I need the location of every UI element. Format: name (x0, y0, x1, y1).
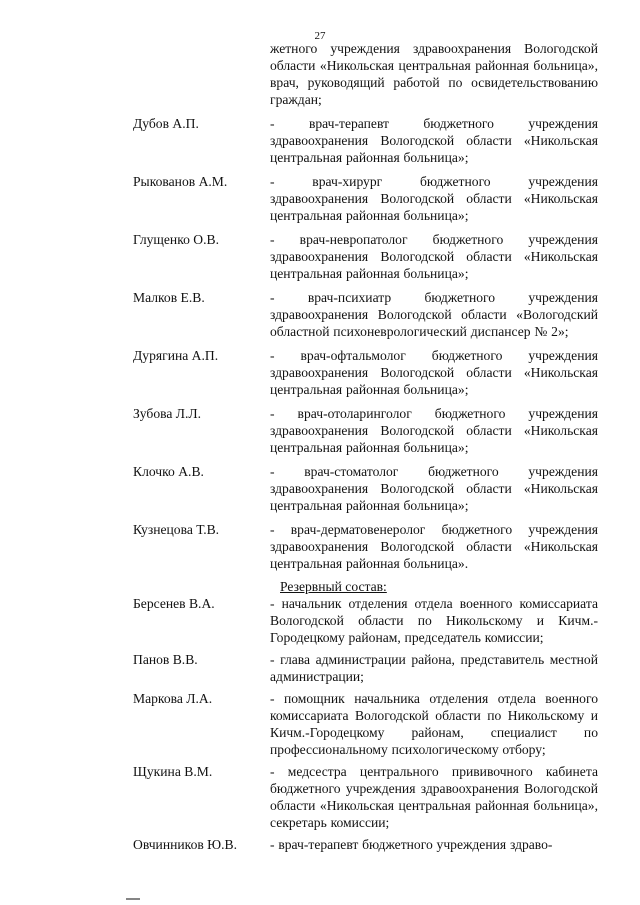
entry-description: жетного учреждения здравоохранения Вологодской области «Никольская центральная районная больница», врач, руководящий работой по освидетельствованию граждан; (270, 41, 598, 107)
entry-description: - врач-офтальмолог бюджетного учреждения здравоохранения Вологодской области «Никольская центральная районная больница»; (270, 348, 598, 397)
list-entry (0, 405, 640, 456)
list-entry (0, 173, 640, 224)
reserve-heading: Резервный состав: (280, 579, 387, 594)
entry-description: - врач-хирург бюджетного учреждения здравоохранения Вологодской области «Никольская центральная районная больница»; (270, 174, 598, 223)
page-number: 27 (314, 30, 326, 42)
entry-description: - помощник начальника отделения отдела военного комиссариата Вологодской области по Никольскому и Кичм.-Городецкому районам, специалист по профессиональному психологическому отбору; (270, 691, 598, 757)
member-name: Овчинников Ю.В. (133, 837, 238, 852)
list-entry (0, 231, 640, 282)
commission-list (0, 40, 640, 853)
footer-scan-mark (126, 898, 140, 900)
member-name: Дурягина А.П. (133, 348, 219, 363)
list-entry (0, 763, 640, 831)
entry-description: - врач-стоматолог бюджетного учреждения здравоохранения Вологодской области «Никольская центральная районная больница»; (270, 464, 598, 513)
member-name: Кузнецова Т.В. (133, 522, 220, 537)
entry-description: - врач-психиатр бюджетного учреждения здравоохранения Вологодской области «Вологодский областной психоневрологический диспансер № 2»; (270, 290, 598, 339)
list-entry (0, 521, 640, 572)
entry-description: - врач-терапевт бюджетного учреждения здравоохранения Вологодской области «Никольская центральная районная больница»; (270, 116, 598, 165)
list-entry (0, 289, 640, 340)
entry-description: - начальник отделения отдела военного комиссариата Вологодской области по Никольскому и Кичм.-Городецкому районам, председатель комиссии; (270, 596, 598, 645)
member-name: Дубов А.П. (133, 116, 199, 131)
list-entry (0, 651, 640, 685)
member-name: Малков Е.В. (133, 290, 205, 305)
list-entry (0, 40, 640, 108)
entry-description: - глава администрации района, представитель местной администрации; (270, 652, 598, 684)
member-name: Щукина В.М. (133, 764, 213, 779)
entry-description: - врач-дерматовенеролог бюджетного учреждения здравоохранения Вологодской области «Никольская центральная районная больница». (270, 522, 598, 571)
list-entry (0, 347, 640, 398)
entry-description: - врач-отоларинголог бюджетного учреждения здравоохранения Вологодской области «Никольская центральная районная больница»; (270, 406, 598, 455)
member-name: Зубова Л.Л. (133, 406, 202, 421)
entry-description: - врач-терапевт бюджетного учреждения здраво- (270, 837, 553, 852)
member-name: Рыкованов А.М. (133, 174, 228, 189)
entry-description: - медсестра центрального прививочного кабинета бюджетного учреждения здравоохранения Вологодской области «Никольская центральная районная больница», секретарь комиссии; (270, 764, 598, 830)
member-name: Маркова Л.А. (133, 691, 213, 706)
list-entry (0, 836, 640, 853)
member-name: Панов В.В. (133, 652, 198, 667)
entry-description: - врач-невропатолог бюджетного учреждения здравоохранения Вологодской области «Никольская центральная районная больница»; (270, 232, 598, 281)
list-entry (0, 463, 640, 514)
list-entry (0, 690, 640, 758)
list-entry (0, 595, 640, 646)
member-name: Клочко А.В. (133, 464, 204, 479)
list-entry (0, 115, 640, 166)
member-name: Берсенев В.А. (133, 596, 215, 611)
member-name: Глущенко О.В. (133, 232, 219, 247)
